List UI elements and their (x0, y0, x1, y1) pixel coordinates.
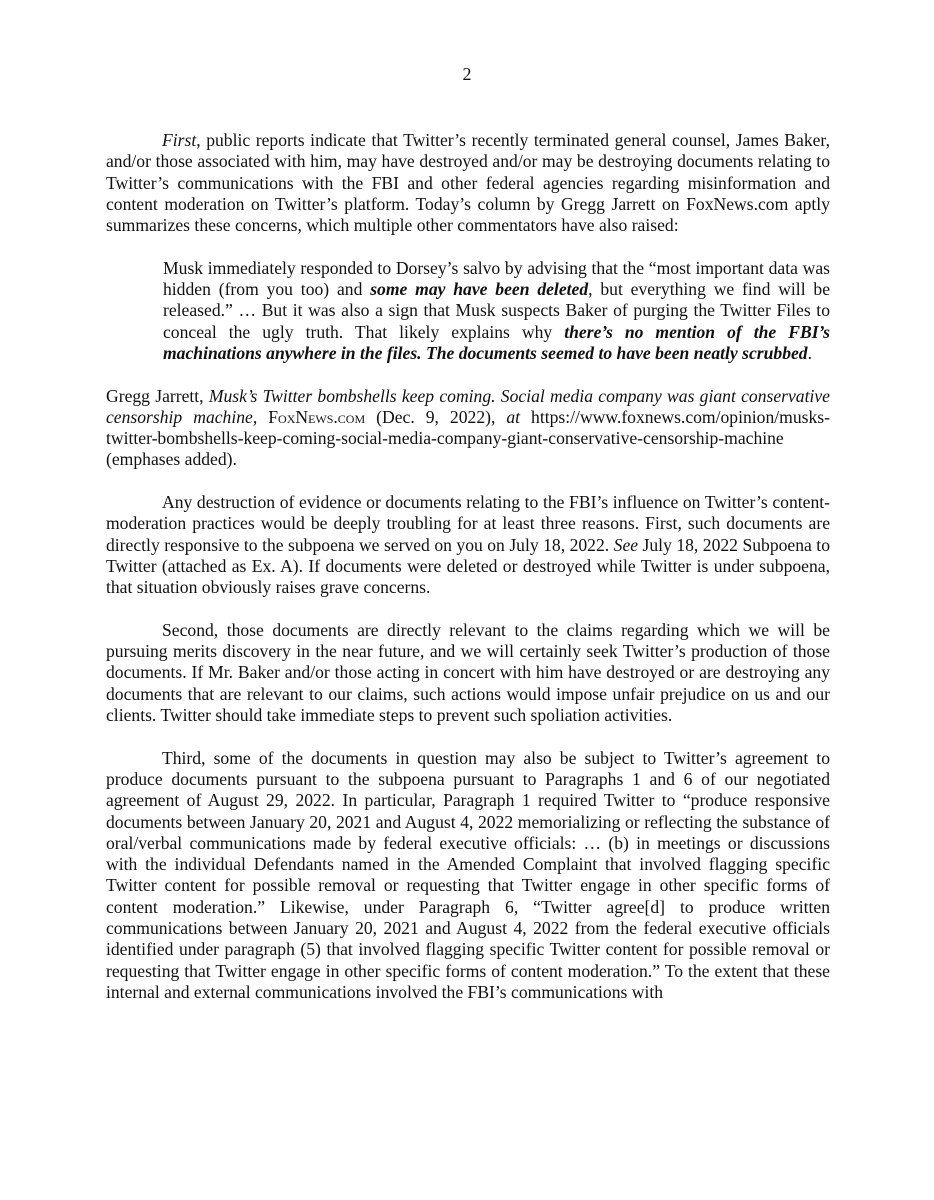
paragraph-second-text: Second, those documents are directly relevant to the claims regarding which we will be pursuing merits discovery in the near future, and we will certainly seek Twitter’s production of those documents. If Mr. Baker and/or those acting in concert with him have destroyed or are destroying any documents that are relevant to our claims, such actions would impose unfair prejudice on us and our clients. Twitter should take immediate steps to prevent such spoliation activities. (106, 619, 830, 726)
citation-at: at (506, 406, 521, 427)
paragraph-destruction-text-2: July 18, 2022 Subpoena to Twitter (attached as Ex. A). If documents were deleted or destroyed while Twitter is under subpoena, that situation obviously raises grave concerns. (106, 534, 830, 598)
paragraph-destruction-text-1: Any destruction of evidence or documents relating to the FBI’s influence on Twitter’s content-moderation practices would be deeply troubling for at least three reasons. First, such documents are directly responsive to the subpoena we served on you on July 18, 2022. (106, 492, 830, 555)
citation-title: Musk’s Twitter bombshells keep coming. Social media company was giant conservative censorship machine (106, 385, 830, 427)
block-quote (106, 258, 830, 364)
quote-emphasis-2: there’s no mention of the FBI’s machinations anywhere in the files. The documents seemed to have been neatly scrubbed (163, 321, 830, 363)
paragraph-third (106, 748, 830, 1004)
paragraph-first (106, 130, 830, 236)
citation (106, 386, 830, 471)
quote-emphasis-1: some may have been deleted (370, 279, 589, 300)
citation-publisher: FoxNews.com (268, 406, 366, 427)
quote-segment-1: Musk immediately responded to Dorsey’s salvo by advising that the “most important data was hidden (from you too) and (163, 257, 830, 300)
quote-segment-5: . (807, 342, 813, 363)
page-number: 2 (462, 64, 472, 84)
paragraph-first-text: , public reports indicate that Twitter’s recently terminated general counsel, James Baker, and/or those associated with him, may have destroyed and/or may be destroying documents relating to Twitter’s communications with the FBI and other federal agencies regarding misinformation and content moderation on Twitter’s platform. Today’s column by Gregg Jarrett on FoxNews.com aptly summarizes these concerns, which multiple other commentators have also raised: (106, 130, 830, 236)
paragraph-second (106, 620, 830, 726)
citation-url: https://www.foxnews.com/opinion/musks-twitter-bombshells-keep-coming-social-media-company-giant-conservative-censorship-machine (emphases added). (106, 406, 830, 470)
paragraph-destruction (106, 492, 830, 598)
paragraph-third-text: Third, some of the documents in question may also be subject to Twitter’s agreement to produce documents pursuant to the subpoena pursuant to Paragraphs 1 and 6 of our negotiated agreement of August 29, 2022. In particular, Paragraph 1 required Twitter to “produce responsive documents between January 20, 2021 and August 4, 2022 memorializing or reflecting the substance of oral/verbal communications made by federal executive officials: … (b) in meetings or discussions with the individual Defendants named in the Amended Complaint that involved flagging specific Twitter content for possible removal or requesting that Twitter engage in other specific forms of content moderation.” Likewise, under Paragraph 6, “Twitter agree[d] to produce written communications between January 20, 2021 and August 4, 2022 from the federal executive officials identified under paragraph (5) that involved flagging specific Twitter content for possible removal or requesting that Twitter engage in other specific forms of content moderation.” To the extent that these internal and external communications involved the FBI’s communications with (106, 747, 830, 1002)
citation-author: Gregg Jarrett, (106, 385, 209, 406)
first-lead-word: First (162, 130, 197, 150)
citation-separator: , (252, 406, 269, 427)
quote-segment-3: , but everything we find will be released.” … But it was also a sign that Musk suspects Baker of purging the Twitter Files to conceal the ugly truth. That likely explains why (163, 279, 831, 342)
see-signal: See (613, 534, 639, 555)
citation-date: (Dec. 9, 2022), (365, 406, 507, 427)
letter-body (106, 130, 830, 1003)
